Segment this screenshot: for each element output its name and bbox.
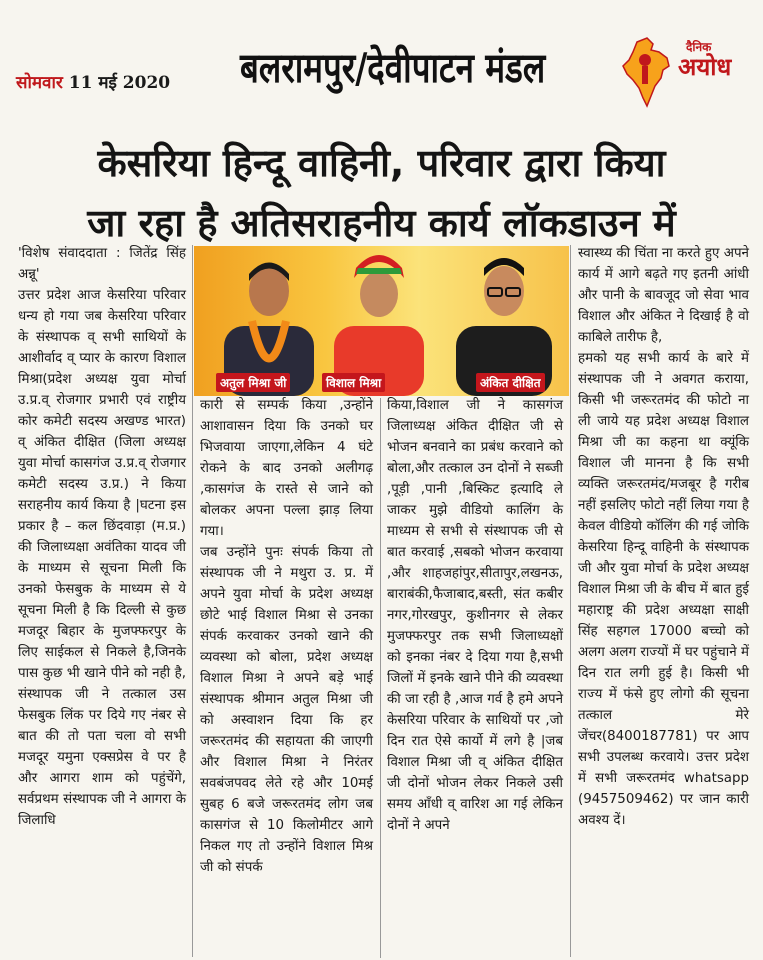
article-column-3	[387, 395, 563, 836]
column-divider	[192, 245, 193, 957]
news-photo	[194, 246, 569, 396]
brand-big: अयोध	[678, 53, 732, 81]
caption-3: अंकित दीक्षित	[476, 373, 545, 392]
column-1-text: 'विशेष संवाददाता : जितेंद्र सिंह अन्नू' उत्तर प्रदेश आज केसरिया परिवार धन्य हो गया जब केसरिया परिवार के संस्थापक व् सभी साथियों के आशीर्वाद व् प्यार के कारण विशाल मिश्रा(प्रदेश अध्यक्ष युवा मोर्चा उ.प्र.व् रोजगार प्रभारी एवं राष्ट्रीय कोर कमेटी सदस्य अखण्ड भारत) व् अंकित दीक्षित (जिला अध्यक्ष युवा मोर्चा कासगंज उ.प्र.व् रोजगार कमेटी सदस्य उ.प्र.) ने किया सराहनीय कार्य किया है |घटना इस प्रकार है – कल छिंदवाड़ा (म.प्र.) की जिलाध्यक्षा अवंतिका यादव जी के माध्यम से सूचना मिली कि उनको फेसबुक के माध्यम से ये सूचना मिली है कि दिल्ली से कुछ मजदूर बिहार के मुजफ्फरपुर के लिए साईकल से निकले है,जिनके पास कुछ भी खाने पीने को नही है, संस्थापक जी ने तत्काल उस फेसबुक लिंक पर दिये गए नंबर से बात की तो पता चला वो सभी मजदूर यमुना एक्सप्रेस वे पर है और आगरा शाम को पहुंचेंगे, सर्वप्रथम संस्थापक जी ने आगरा के जिलाधि	[18, 246, 186, 828]
brand-name	[678, 40, 731, 80]
caption-1: अतुल मिश्रा जी	[216, 373, 290, 392]
column-2-text: कारी से सम्पर्क किया ,उन्होंने आशावासन दिया कि उनको घर भिजवाया जाएगा,लेकिन 4 घंटे रोकने के बाद उनको अलीगढ़ ,कासगंज के रास्ते से जाने को बोलकर अपना पल्ला झाड़ लिया गया। जब उन्होंने पुनः संपर्क किया तो संस्थापक जी ने मथुरा उ. प्र. में अपने युवा मोर्चा के प्रदेश अध्यक्ष छोटे भाई विशाल मिश्रा से उनका संपर्क करवाकर उनको खाने की व्यवस्था को बोला, प्रदेश अध्यक्ष विशाल मिश्रा ने अपने बड़े भाई संस्थापक श्रीमान अतुल मिश्रा जी को अस्वाशन दिया कि हर जरूरतमंद की सहायता की जाएगी और विशाल मिश्रा ने निरंतर सवबंजपवद लेते रहे और 10मई सुबह 6 बजे जरूरतमंद लोग जब कासगंज से 10 किलोमीटर आगे निकल गए तो उन्होंने विशाल मिश्र जी को संपर्क	[200, 398, 373, 875]
brand-small: दैनिक	[686, 40, 712, 54]
article-column-1	[18, 243, 186, 831]
date-label: 11 मई 2020	[68, 73, 171, 93]
dateline	[16, 70, 170, 93]
column-divider	[570, 245, 571, 957]
masthead	[0, 0, 763, 118]
article-column-2	[200, 395, 373, 878]
column-3-text: किया,विशाल जी ने कासगंज जिलाध्यक्ष अंकित दीक्षित जी से भोजन बनवाने का प्रबंध करवाने को बोला,और तत्काल उन दोनों ने सब्जी ,पूड़ी ,पानी ,बिस्किट इत्यादि ले जाकर मुझे वीडियो कालिंग के माध्यम से सभी से संस्थापक जी से बात करवाई ,सबको भोजन करवाया ,और शाहजहांपुर,सीतापुर,लखनऊ, बाराबंकी,फैजाबाद,बस्ती, संत कबीर नगर,गोरखपुर, कुशीनगर से लेकर मुजफ्फरपुर तक सभी जिलाध्यक्षों को इनका नंबर दे दिया गया है,सभी जिलों में इनके खाने पीने की व्यवस्था की जा रही है ,आज गर्व है हमे अपने केसरिया परिवार के साथियों पर ,जो दिन रात ऐसे कार्यो में लगे है |जब विशाल मिश्रा जी व् अंकित दीक्षित जी दोनों भोजन लेकर निकले उसी समय आँधी व् वारिश आ गई लेकिन दोनों ने अपने	[387, 398, 563, 833]
headline-line-2: जा रहा है अतिसराहनीय कार्य लॉकडाउन में	[87, 201, 676, 245]
india-map-logo-icon	[617, 36, 675, 108]
headline-line-1: केसरिया हिन्दू वाहिनी, परिवार द्वारा किया	[97, 141, 666, 185]
article-column-4	[578, 243, 749, 831]
column-4-text: स्वास्थ्य की चिंता ना करते हुए अपने कार्य में आगे बढ़ते गए इतनी आंधी और पानी के बावजूद जो सेवा भाव विशाल और अंकित ने दिखाई है वो काबिले तारीफ है, हमको यह सभी कार्य के बारे में संस्थापक जी ने अवगत कराया, किसी भी जरूरतमंद की फोटो ना ली जाये यह प्रदेश अध्यक्ष विशाल मिश्रा जी का कहना था क्यूंकि विशाल जी मानना है कि सभी व्यक्ति जरूरतमंद/मजबूर है गरीब नहीं इसलिए फोटो नहीं लिया गया है केवल वीडियो कॉलिंग की गई जोकि केसरिया हिन्दू वाहिनी के संस्थापक जी और युवा मोर्चा के प्रदेश अध्यक्ष विशाल मिश्रा जी के बीच में बात हुई महाराष्ट्र की प्रदेश अध्यक्षा साक्षी सिंह सहगल 17000 बच्चो को अलग अलग राज्यों में घर पहुंचाने में दिन रात लगी हुई है। किसी भी राज्य में फंसे हुए लोगो की सूचना तत्काल मेरे जेंचर(8400187781) पर आप सभी उपलब्ध करवाये। उत्तर प्रदेश में सभी जरूरतमंद whatsapp (9457509462) पर जान कारी अवश्य दें।	[578, 246, 749, 828]
section-title: बलरामपुर/देवीपाटन मंडल	[240, 43, 546, 92]
day-label: सोमवार	[16, 73, 63, 93]
column-divider	[380, 398, 381, 958]
caption-2: विशाल मिश्रा	[322, 373, 385, 392]
